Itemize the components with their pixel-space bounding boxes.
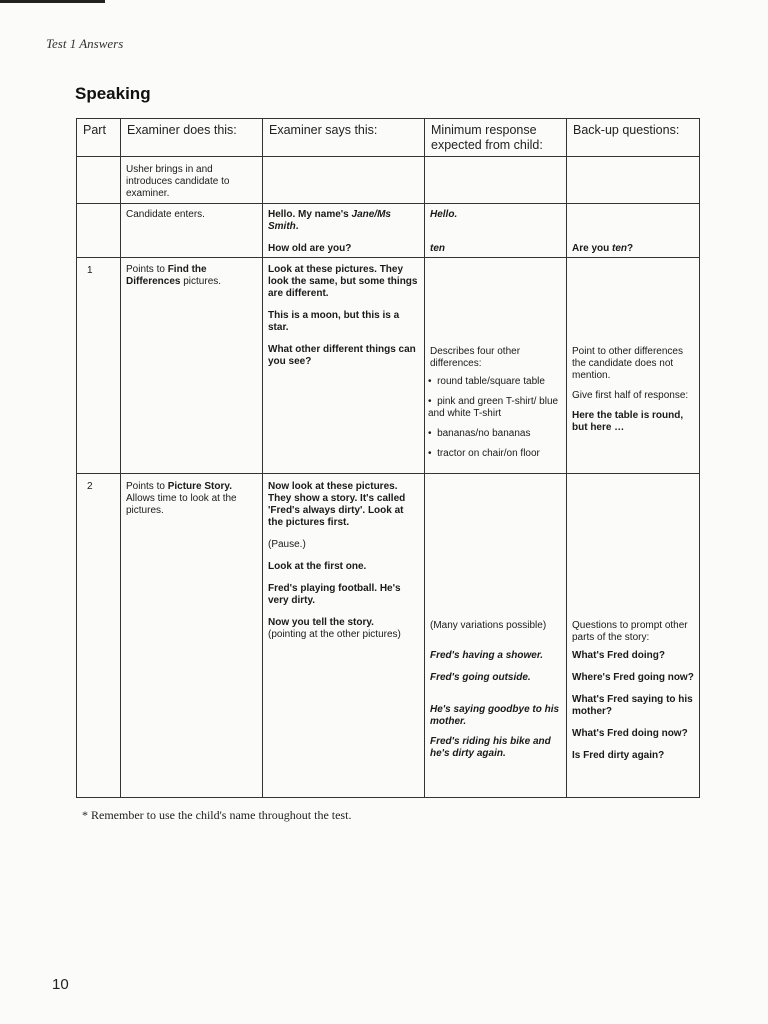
page-number: 10	[52, 976, 69, 993]
hello-response: Hello.	[430, 209, 458, 220]
part-2-response-3: He's saying goodbye to his mother.	[430, 704, 560, 727]
header-part: Part	[77, 119, 121, 157]
part-1-examiner-does: Points to Find the Differences pictures.	[126, 264, 222, 287]
age-response: ten	[430, 243, 445, 254]
list-item: • bananas/no bananas	[425, 428, 566, 440]
part-2-says-4: Fred's playing football. He's very dirty.	[268, 583, 401, 606]
part-1-says-3: What other different things can you see?	[268, 344, 416, 367]
examiner-name: Jane/Ms Smith	[268, 209, 391, 232]
candidate-enters: Candidate enters.	[126, 209, 205, 220]
top-rule	[0, 0, 105, 3]
part-1-backup-1: Point to other differences the candidate does not mention.	[572, 346, 683, 381]
footnote: * Remember to use the child's name throughout the test.	[82, 808, 352, 822]
section-title: Speaking	[75, 84, 151, 103]
list-item: • round table/square table	[425, 376, 566, 388]
part-1-backup-3: Here the table is round, but here …	[572, 410, 684, 433]
table-row-usher	[77, 157, 700, 204]
usher-text: Usher brings in and introduces candidate to examiner.	[126, 164, 230, 199]
list-item: • tractor on chair/on floor	[425, 448, 566, 460]
part-2-examiner-does: Points to Picture Story. Allows time to look at the pictures.	[126, 481, 237, 516]
part-2-backup-0: Questions to prompt other parts of the story:	[572, 620, 688, 643]
part-1-says-1: Look at these pictures. They look the same, but some things are different.	[268, 264, 418, 299]
running-head: Test 1 Answers	[46, 36, 124, 51]
part-2-number: 2	[87, 481, 93, 492]
header-examiner-does: Examiner does this:	[121, 119, 263, 157]
part-2-response-4: Fred's riding his bike and he's dirty again.	[430, 736, 551, 759]
part-2-says-3: Look at the first one.	[268, 561, 367, 572]
part-2-backup-4: What's Fred doing now?	[572, 728, 688, 739]
part-2-response-1: Fred's having a shower.	[430, 650, 543, 661]
part-2-backup-1: What's Fred doing?	[572, 650, 665, 661]
header-min-response: Minimum response expected from child:	[425, 119, 567, 157]
header-examiner-says: Examiner says this:	[263, 119, 425, 157]
header-backup: Back-up questions:	[567, 119, 700, 157]
table-row-candidate-enters	[77, 204, 700, 258]
speaking-table	[76, 118, 700, 798]
part-2-backup-3: What's Fred saying to his mother?	[572, 694, 693, 717]
table-row-part-1	[77, 258, 700, 474]
part-2-backup-5: Is Fred dirty again?	[572, 750, 665, 761]
list-item: • pink and green T-shirt/ blue and white T-shirt	[425, 396, 566, 420]
part-1-backup-2: Give first half of response:	[572, 390, 689, 401]
hello-line: Hello. My name's Jane/Ms Smith.	[268, 209, 391, 232]
part-1-says-2: This is a moon, but this is a star.	[268, 310, 400, 333]
part-1-number: 1	[87, 265, 93, 276]
part-1-response-intro: Describes four other differences:	[430, 346, 521, 369]
part-2-backup-2: Where's Fred going now?	[572, 672, 694, 683]
part-2-says-5: Now you tell the story.	[268, 617, 374, 628]
part-2-response-2: Fred's going outside.	[430, 672, 531, 683]
age-backup: Are you ten?	[572, 243, 634, 254]
part-2-says-1: Now look at these pictures. They show a story. It's called 'Fred's always dirty'. Look at the pictures first.	[268, 481, 406, 528]
table-row-part-2	[77, 474, 700, 798]
how-old-question: How old are you?	[268, 243, 352, 254]
part-2-says-6: (pointing at the other pictures)	[268, 629, 401, 640]
part-2-response-0: (Many variations possible)	[430, 620, 547, 631]
table-header-row	[77, 119, 700, 157]
part-2-says-2: (Pause.)	[268, 539, 306, 550]
